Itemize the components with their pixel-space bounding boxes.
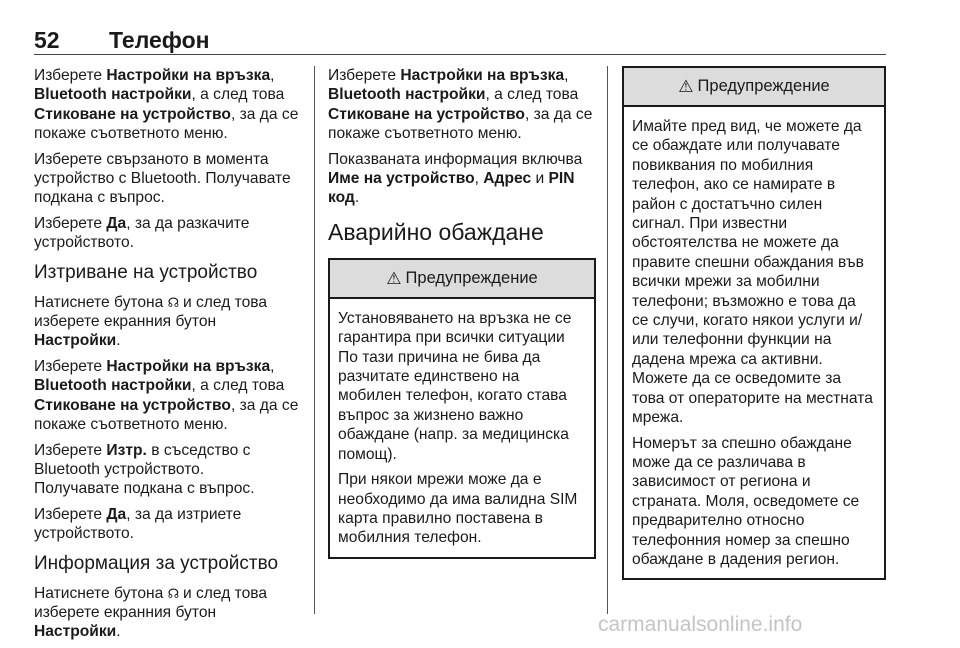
phone-icon: ☊ [167,294,180,310]
warning-box [622,66,886,580]
menu-term: Bluetooth настройки [34,377,192,395]
paragraph-press-button: Натиснете бутона ☊ и след това изберете екранния бутон Настройки. [34,293,268,350]
warning-text: Номерът за спешно обаждане може да се различава в зависимост от региона и страната. Моля, осведомете се предварително относно телефонния номер за спешно обаждане в дадения регион. [632,434,860,568]
menu-term: Настройки на връзка [400,67,565,84]
warning-text: Имайте пред вид, че можете да се обаждате или получавате повиквания по мобилния телефон, ако се намирате в район с достатъчно силен сигнал. При известни обстоятелства не можете да правите спешни обаждания във всички мрежи за мобилни телефони; възможно е това да се случи, когато някои услуги и/или телефонни функции на дадена мрежа са активни. Можете да се осведомите за това от операторите на местната мрежа. [632,118,873,427]
column-divider-1 [314,66,315,614]
paragraph-disconnect: Изберете Да, за да разкачите устройството. [34,214,250,252]
paragraph-confirm-delete: Изберете Да, за да изтриете устройството. [34,505,242,543]
menu-term: Bluetooth настройки [34,86,192,104]
menu-term: Адрес [483,170,532,188]
menu-term: Стиковане на устройство [34,105,231,123]
paragraph-select-connection-settings: Изберете Настройки на връзка, Bluetooth настройки, а след това Стиковане на устройство, за да се покаже съответното меню. [328,67,593,143]
column-3 [622,66,886,580]
warning-icon: ⚠ [678,76,694,96]
warning-body [330,299,594,557]
menu-term: Настройки [34,332,117,350]
warning-header [624,68,884,107]
warning-title: Предупреждение [405,268,538,287]
menu-term: Стиковане на устройство [328,105,525,123]
menu-term: Настройки на връзка [106,67,271,84]
page-number: 52 [34,27,60,53]
paragraph-info-shown: Показваната информация включва Име на устройство, Адрес и PIN код. [328,150,583,207]
column-1 [34,66,302,648]
menu-term: Да [106,505,127,523]
watermark: carmanualsonline.info [598,613,803,636]
menu-term: Изтр. [106,441,147,459]
menu-term: Да [106,214,127,232]
menu-term: Име на устройство [328,170,475,188]
heading-delete-device: Изтриване на устройство [34,261,258,283]
paragraph-press-button: Натиснете бутона ☊ и след това изберете екранния бутон Настройки. [34,584,268,641]
phone-icon: ☊ [167,585,180,601]
column-2 [328,66,596,559]
warning-box [328,258,596,559]
menu-term: Настройки на връзка [106,357,271,375]
paragraph-select-connected-device: Изберете свързаното в момента устройство с Bluetooth. Получавате подкана с въпрос. [34,150,291,207]
warning-body [624,107,884,578]
menu-term: PIN код [328,170,575,207]
warning-header [330,260,594,299]
heading-device-info: Информация за устройство [34,552,279,574]
menu-term: Настройки [34,623,117,641]
menu-term: Bluetooth настройки [328,86,486,104]
warning-title: Предупреждение [697,76,830,95]
paragraph-select-connection-settings: Изберете Настройки на връзка, Bluetooth настройки, а след това Стиковане на устройство, за да се покаже съответното меню. [34,357,299,434]
paragraph-select-connection-settings: Изберете Настройки на връзка, Bluetooth настройки, а след това Стиковане на устройство, за да се покаже съответното меню. [34,67,299,143]
warning-text: Установяването на връзка не се гарантира при всички ситуации По тази причина не бива да разчитате единствено на мобилен телефон, когато става въпрос за жизнено важно обаждане (напр. за медицинска помощ). [338,309,572,463]
paragraph-select-delete: Изберете Изтр. в съседство с Bluetooth устройството. Получавате подкана с въпрос. [34,441,255,498]
page-header [34,27,886,53]
heading-emergency-call: Аварийно обаждане [328,218,544,245]
menu-term: Стиковане на устройство [34,396,231,414]
warning-icon: ⚠ [386,268,402,288]
warning-text: При някои мрежи може да е необходимо да има валидна SIM карта правилно поставена в мобилния телефон. [338,471,578,547]
header-divider [34,54,886,55]
column-divider-2 [607,66,608,614]
page-title: Телефон [109,27,210,53]
